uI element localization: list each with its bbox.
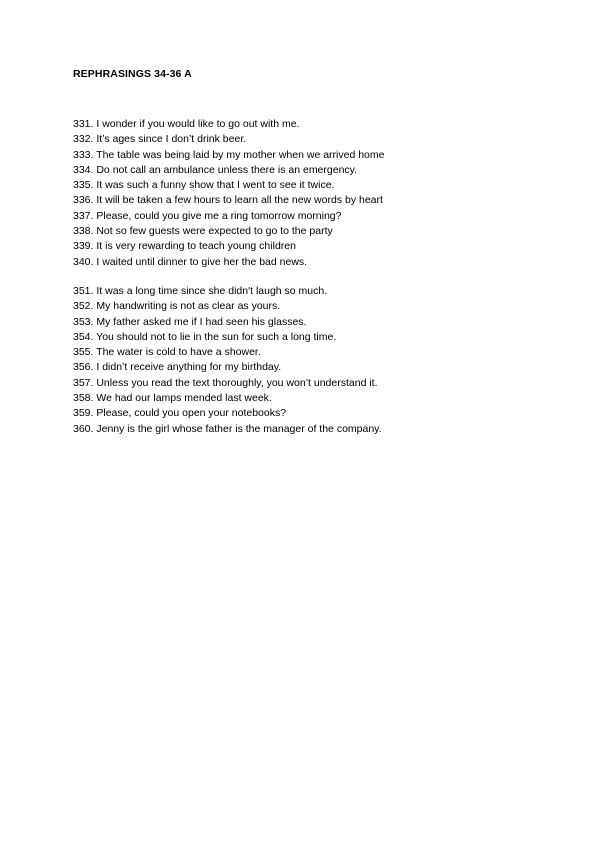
list-item: 355. The water is cold to have a shower. (73, 346, 261, 359)
list-item: 359. Please, could you open your notebooks? (73, 407, 287, 420)
list-item: 354. You should not to lie in the sun for such a long time. (73, 330, 337, 343)
list-item: 351. It was a long time since she didn't laugh so much. (73, 285, 328, 297)
list-item: 332. It’s ages since I don’t drink beer. (73, 133, 247, 146)
list-item: 356. I didn’t receive anything for my birthday. (73, 361, 282, 374)
list-item: 357. Unless you read the text thoroughly, you won’t understand it. (73, 376, 378, 389)
list-item: 339. It is very rewarding to teach young children (73, 240, 296, 253)
list-item: 335. It was such a funny show that I went to see it twice. (73, 179, 335, 192)
list-item: 352. My handwriting is not as clear as yours. (73, 300, 281, 313)
list-item: 336. It will be taken a few hours to learn all the new words by heart (73, 194, 383, 207)
list-item: 331. I wonder if you would like to go out with me. (73, 118, 300, 130)
list-item: 358. We had our lamps mended last week. (73, 392, 272, 405)
sentence-list-331-340 (73, 117, 384, 270)
list-item: 338. Not so few guests were expected to go to the party (73, 225, 333, 238)
document-title: REPHRASINGS 34-36 A (73, 68, 192, 80)
list-item: 353. My father asked me if I had seen his glasses. (73, 315, 307, 328)
list-item: 340. I waited until dinner to give her the bad news. (73, 255, 308, 268)
list-item: 334. Do not call an ambulance unless there is an emergency. (73, 163, 358, 176)
list-item: 360. Jenny is the girl whose father is the manager of the company. (73, 422, 382, 435)
list-item: 333. The table was being laid by my mother when we arrived home (73, 148, 385, 161)
list-item: 337. Please, could you give me a ring tomorrow morning? (73, 209, 342, 222)
sentence-list-351-360 (73, 284, 382, 437)
